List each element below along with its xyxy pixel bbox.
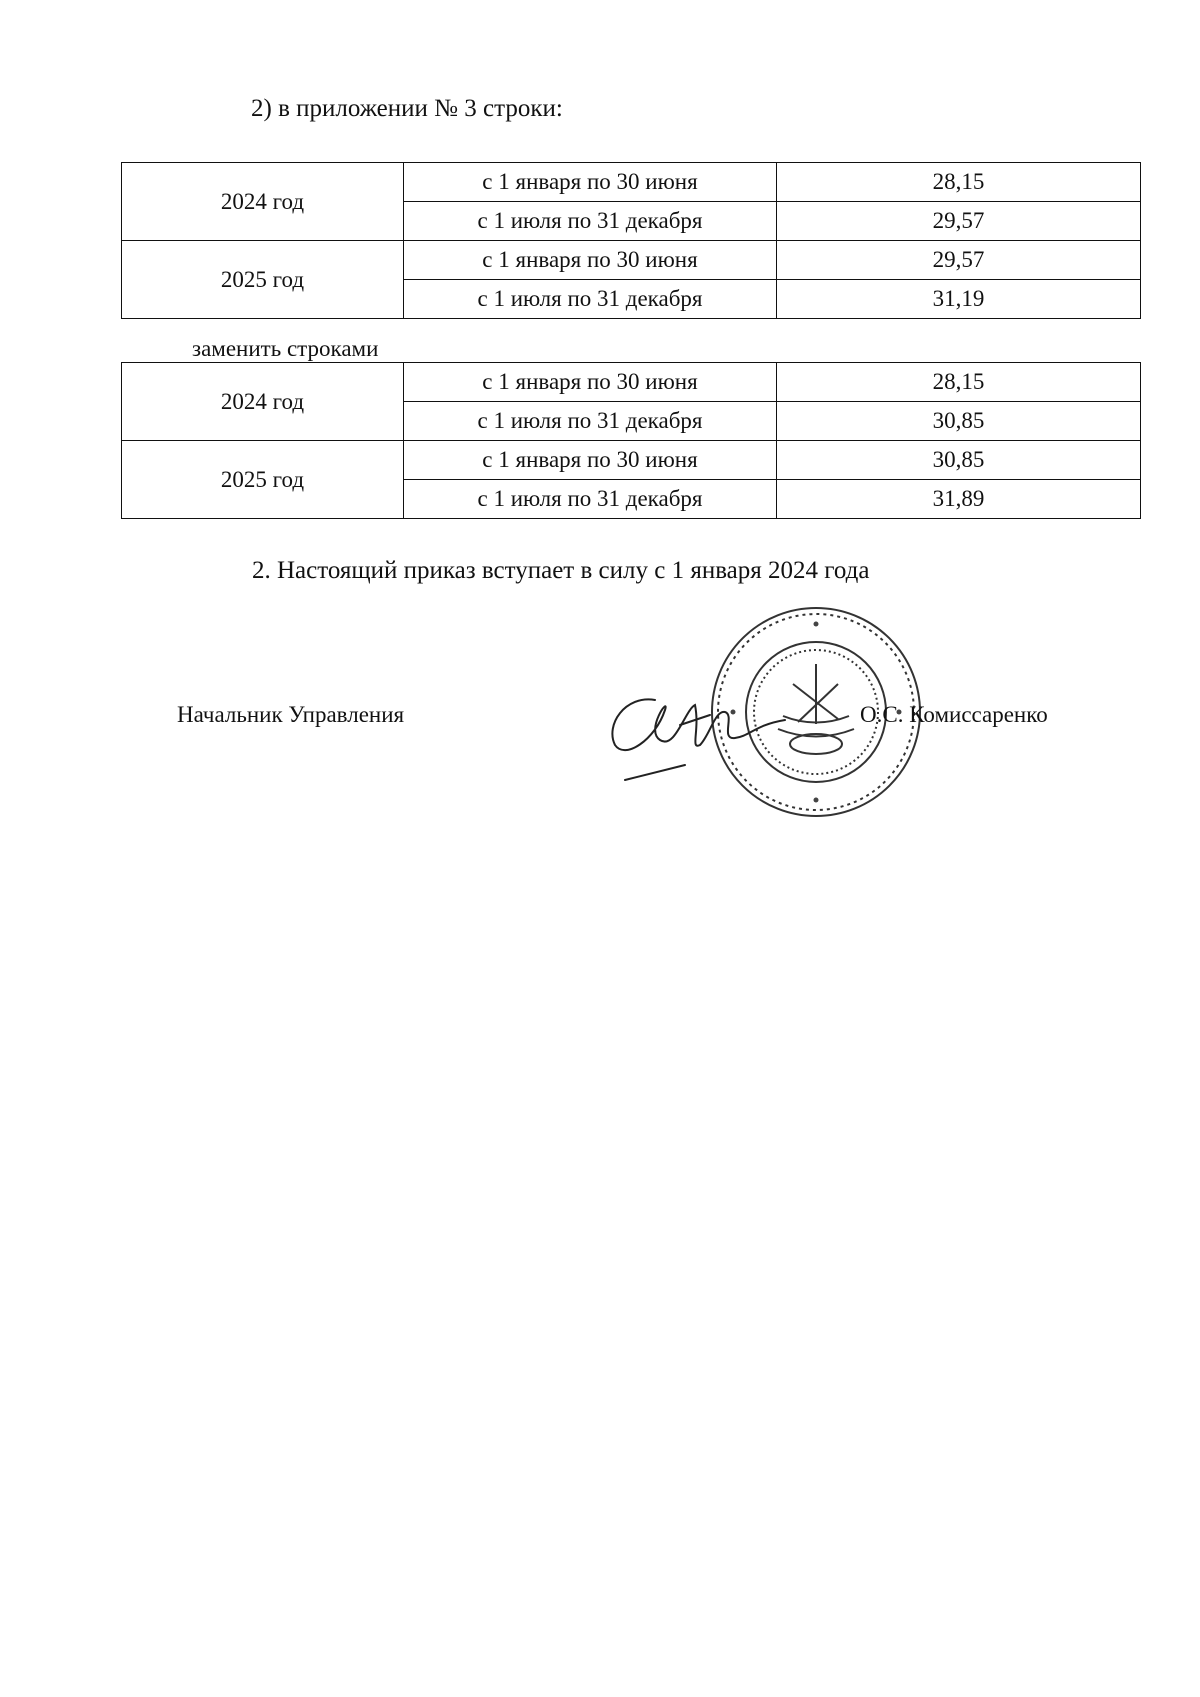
value-cell: 28,15 [777,163,1141,202]
intro-paragraph: 2) в приложении № 3 строки: [251,95,563,122]
value-cell: 30,85 [777,441,1141,480]
period-cell: с 1 июля по 31 декабря [404,480,777,519]
period-cell: с 1 января по 30 июня [404,241,777,280]
value-cell: 30,85 [777,402,1141,441]
period-cell: с 1 января по 30 июня [404,363,777,402]
year-cell: 2024 год [122,163,404,241]
table-row [122,441,1141,480]
value-cell: 29,57 [777,202,1141,241]
table-row [122,241,1141,280]
new-rates-table [121,362,1141,519]
table-row [122,163,1141,202]
period-cell: с 1 января по 30 июня [404,163,777,202]
year-cell: 2025 год [122,241,404,319]
period-cell: с 1 января по 30 июня [404,441,777,480]
year-cell: 2024 год [122,363,404,441]
period-cell: с 1 июля по 31 декабря [404,402,777,441]
period-cell: с 1 июля по 31 декабря [404,280,777,319]
value-cell: 28,15 [777,363,1141,402]
value-cell: 31,89 [777,480,1141,519]
handwritten-signature [585,670,845,790]
effective-date-clause: 2. Настоящий приказ вступает в силу с 1 января 2024 года [252,557,870,584]
period-cell: с 1 июля по 31 декабря [404,202,777,241]
table-row [122,363,1141,402]
replace-label: заменить строками [192,336,379,361]
value-cell: 29,57 [777,241,1141,280]
signatory-name: О.С. Комиссаренко [860,702,1048,727]
year-cell: 2025 год [122,441,404,519]
value-cell: 31,19 [777,280,1141,319]
signatory-position: Начальник Управления [177,702,405,727]
old-rates-table [121,162,1141,319]
